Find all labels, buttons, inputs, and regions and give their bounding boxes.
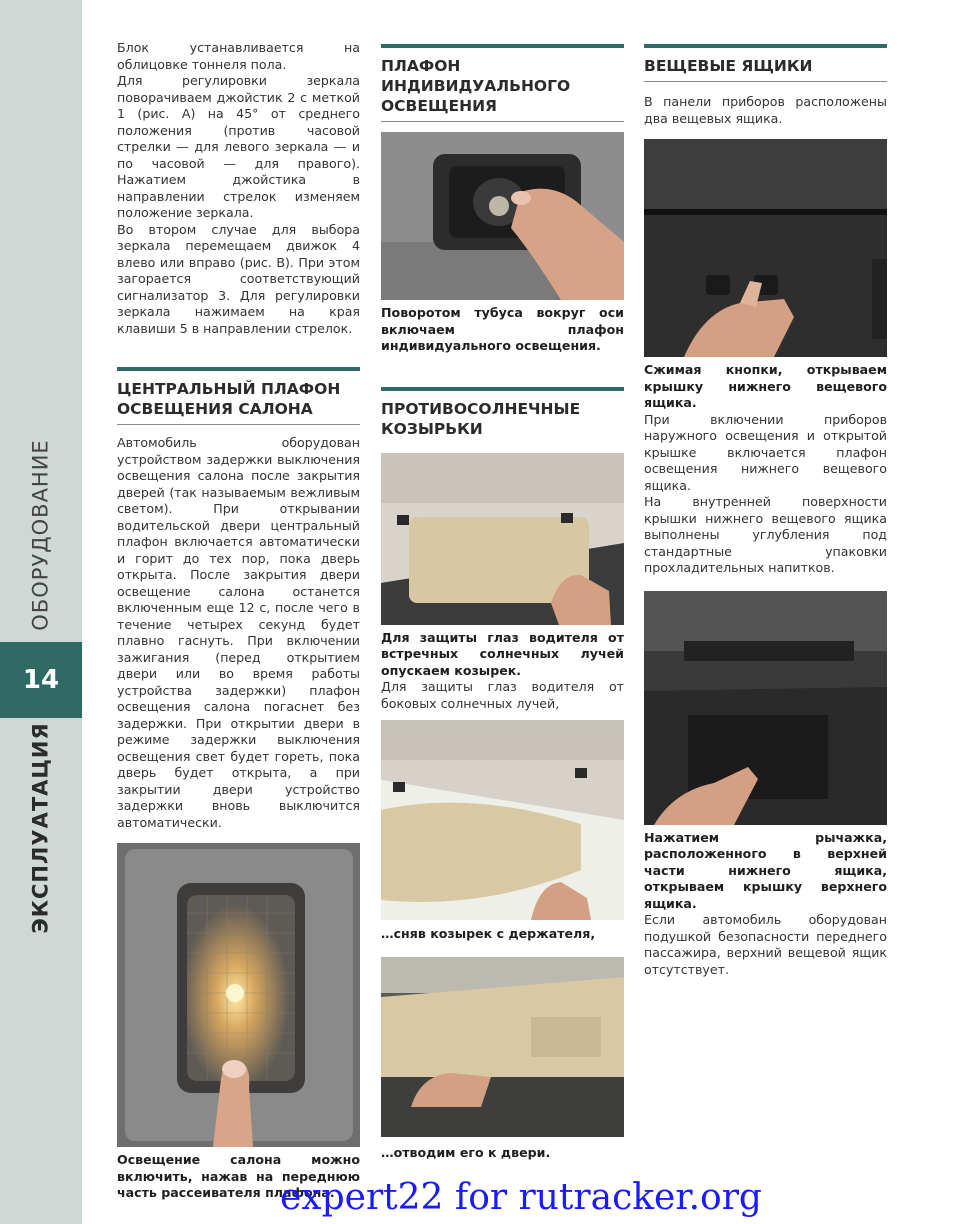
sun-visor-text: Для защиты глаз водителя от боковых солнечных лучей,: [381, 679, 624, 711]
intro-text: Блок устанавливается на облицовке тоннеля пола. Для регулировки зеркала поворачиваем джойстик 2 с меткой 1 (рис. А) на 45° от среднего положения (против часовой стрелки — для левого зеркала — и по часовой — для правого). Нажатием джойстика в направлении стрелок изменяем положение зеркала. Во втором случае для выбора зеркала перемещаем движок 4 влево или вправо (рис. В). При этом загорается соответствующий сигнализатор 3. Для регулировки зеркала нажимаем на края клавиши 5 в направлении стрелок.: [117, 40, 360, 336]
upper-glove-box-text: Если автомобиль оборудован подушкой безопасности переднего пассажира, верхний вещевой ящик отсутствует.: [644, 912, 887, 977]
glove-boxes-intro: В панели приборов расположены два вещевых ящика.: [644, 94, 887, 126]
column-3: [644, 44, 887, 978]
column-1: [117, 40, 360, 1202]
watermark: expert22 for rutracker.org: [280, 1177, 762, 1218]
caption-lower-glove-box: Сжимая кнопки, открываем крышку нижнего вещевого ящика.: [644, 362, 887, 410]
central-lamp-text: Автомобиль оборудован устройством задержки выключения освещения салона после закрытия дверей (так называемым вежливым светом). При открывании водительской двери центральный плафон включается автоматически и горит до тех пор, пока дверь открыта. После закрытия двери освещение салона останется включенным еще 12 с, после чего в течение четырех секунд будет плавно гаснуть. При включении зажигания (перед открытием двери или во время работы устройства задержки) плафон освещения салона погаснет без задержки. При открытии двери в режиме задержки выключения освещения свет будет гореть, пока дверь будет открыта, а при закрытии двери устройство задержки вновь выключится автоматически.: [117, 435, 360, 830]
caption-upper-glove-box: Нажатием рычажка, расположенного в верхней части нижнего ящика, открываем крышку верхнего ящика.: [644, 829, 887, 911]
section-heading-central-lamp: ЦЕНТРАЛЬНЫЙ ПЛАФОН ОСВЕЩЕНИЯ САЛОНА: [117, 367, 360, 425]
page-number-box: [0, 642, 82, 718]
photo-upper-glove-box: [644, 591, 887, 825]
section-label-top: ОБОРУДОВАНИЕ: [29, 439, 53, 631]
photo-lower-glove-box: [644, 139, 887, 357]
photo-sun-visor-removed: [381, 720, 624, 920]
caption-ceiling-lamp: Освещение салона можно включить, нажав на переднюю часть рассеивателя плафона.: [117, 1152, 360, 1200]
section-heading-sun-visors: ПРОТИВОСОЛНЕЧНЫЕ КОЗЫРЬКИ: [381, 387, 624, 439]
section-heading-individual-lamp: ПЛАФОН ИНДИВИДУАЛЬНОГО ОСВЕЩЕНИЯ: [381, 44, 624, 122]
photo-sun-visor-down: [381, 453, 624, 625]
page-number: 14: [22, 665, 60, 695]
photo-sun-visor-door: [381, 957, 624, 1137]
photo-individual-lamp: [381, 132, 624, 300]
caption-individual-lamp: Поворотом тубуса вокруг оси включаем плафон индивидуального освещения.: [381, 305, 624, 353]
photo-ceiling-lamp: [117, 843, 360, 1147]
caption-sun-visor-door: …отводим его к двери.: [381, 1144, 551, 1160]
section-label-bottom: ЭКСПЛУАТАЦИЯ: [29, 722, 54, 934]
caption-sun-visor-removed: …сняв козырек с держателя,: [381, 926, 596, 941]
column-2: [381, 44, 624, 1161]
caption-sun-visor-down: Для защиты глаз водителя от встречных солнечных лучей опускаем козырек.: [381, 629, 624, 678]
lower-glove-box-text: При включении приборов наружного освещения и открытой крышке включается плафон освещения нижнего вещевого ящика. На внутренней поверхности крышки нижнего вещевого ящика выполнены углубления под стандартные упаковки прохладительных напитков.: [644, 411, 887, 575]
section-heading-glove-boxes: ВЕЩЕВЫЕ ЯЩИКИ: [644, 44, 887, 82]
